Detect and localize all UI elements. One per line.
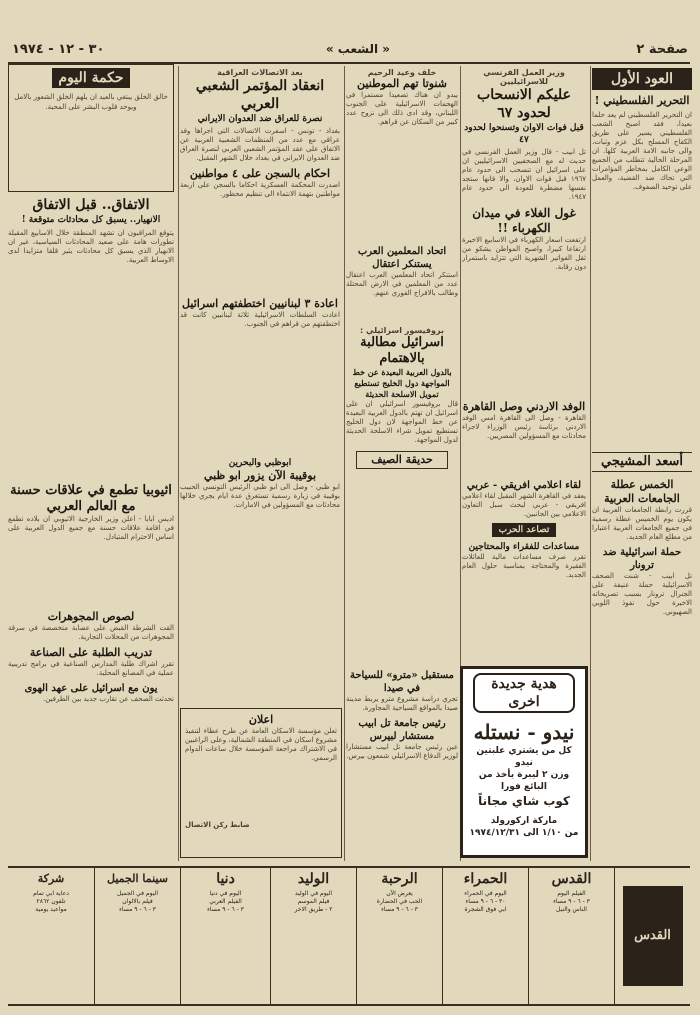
cinema-name: القدس (551, 871, 592, 887)
cinema-line: ابي فوق الشجرة (464, 906, 507, 913)
ad-brand: نيدو - نستله (473, 720, 575, 744)
cinema-name: الحمراء (463, 871, 508, 887)
cinema-name: شركة (37, 872, 65, 885)
cinema-cell (528, 868, 614, 1004)
article-headline: الوفد الاردني وصل القاهرة (462, 400, 586, 413)
cinema-line: الناس والنيل (556, 906, 587, 913)
column-left (8, 64, 174, 864)
box-title: ابوظبي والبحرين (228, 458, 292, 468)
article-subheadline: الانهيار.. يسبق كل محادثات متوقعة ! (21, 215, 161, 225)
notice-signature: ضابط ركن الاتصال (185, 821, 250, 829)
nido-advertisement (460, 666, 588, 858)
cinema-cell (180, 868, 270, 1004)
article-body: القاهرة - وصل الى القاهرة امس الوفد الاردني برئاسة رئيس الوزراء لاجراء محادثات مع المسؤولين المصريين. (462, 414, 586, 440)
article-body: اصدرت المحكمة العسكرية احكاما بالسجن على اربعة مواطنين بتهمة الانتماء الى تنظيم محظور. (180, 181, 340, 198)
article-body: تل ابيب - شنت الصحف الاسرائيلية حملة عنيفة على الجنرال ترونار بسبب تصريحاته الاخيرة حول نفوذ اللوبي الصهيوني. (592, 572, 692, 616)
article-headline: يون مع اسرائيل على عهد الهوى (24, 683, 158, 694)
ad-banner: هدية جديدة اخرى (473, 673, 575, 713)
cinema-line: مواعيد يومية (35, 906, 67, 913)
article-body: قال بروفيسور اسرائيلي ان على اسرائيل ان تهتم بالدول العربية البعيدة عن خط المواجهة لان دول الخليج تستطيع تمويل شراء الاسلحة الحديثة لدول المواجهة. (346, 400, 458, 444)
article-subheadline: نصرة للعراق ضد العدوان الايراني (197, 114, 323, 124)
ad-footer: ماركة اركورولد (490, 816, 558, 826)
article-headline: اتحاد المعلمين العرب يستنكر اعتقال (357, 246, 447, 270)
article-headline: اعادة ٣ لبنانيين اختطفتهم اسرائيل (182, 297, 338, 310)
cinema-name: الرحبة (381, 871, 418, 887)
ad-line: وزن ٢ ليبرة يأخذ من البائع فورا (478, 770, 570, 792)
cinema-line: تلفون ٢٨٦٢ (36, 898, 66, 905)
cinema-cell (442, 868, 528, 1004)
cinema-listings (8, 866, 690, 1006)
article-subheadline: بالدول العربية البعيدة عن خط المواجهة دول الخليج تستطيع تمويل الاسلحة الحديثة (352, 367, 452, 399)
cinema-name: الوليد (297, 871, 330, 887)
article-body: القت الشرطة القبض على عصابة متخصصة في سرقة المجوهرات من المحلات التجارية. (8, 624, 174, 641)
article-body: ارتفعت اسعار الكهرباء في الاسابيع الاخيرة ارتفاعا كبيرا، واصبح المواطن يشكو من ثقل الفواتير الشهرية التي تتزايد باستمرار دون رقابة. (462, 236, 586, 271)
cinema-line: الفيلم اليوم (557, 890, 586, 897)
cinema-cell (94, 868, 180, 1004)
daily-quote: خالق الخلق يبتغي بالعيد ان يلهم الخلق الشعور بالامل ويوحد قلوب البشر على المحبة. (14, 93, 168, 111)
cinema-line: يعرض الآن (386, 890, 413, 897)
article-headline: الاتفاق.. قبل الاتفاق (32, 197, 150, 213)
column-second-right (462, 68, 586, 628)
ad-dates: من ١/١٠ الى ١٩٧٤/١٢/٣١ (469, 828, 579, 838)
bottom-logo-cell (614, 868, 690, 1004)
ad-line: كوب شاي مجاناً (478, 794, 570, 808)
ad-line: كل من يشتري علبتين نيدو (476, 746, 572, 768)
cinema-line: ٣ - ٦ - ٩ مساء (207, 906, 244, 913)
article-headline: تدريب الطلبة على الصناعة (29, 646, 153, 659)
cinema-line: الحب في الحضارة (376, 898, 423, 905)
column-logo: أسعد المشيجي (592, 452, 692, 472)
cinema-name: سينما الجميل (107, 872, 168, 885)
article-body: يبدو ان هناك تصعيدا مستمرا في الهجمات الاسرائيلية على الجنوب اللبناني، وقد ادى ذلك الى نزوح عدد كبير من السكان عن قراهم. (346, 91, 458, 126)
bottom-logo: القدس (623, 886, 683, 986)
article-body: ان التحرير الفلسطيني لم يعد حلما بعيدا، فقد اصبح الشعب الفلسطيني يسير على طريق الكفاح المسلح بكل عزم وثبات، والى جانبه الامة العربية كلها. ان المرحلة الحالية تتطلب من الجميع الوعي الكامل بمخاطر المؤامرات التي تحاك ضد القضية، والعمل على توحيد الصفوف. (592, 111, 692, 191)
notice-box (180, 708, 342, 858)
cinema-line: اليوم في دنيا (209, 890, 242, 897)
article-headline: انعقاد المؤتمر الشعبي العربي (195, 78, 325, 112)
article-body: ابو ظبي - وصل الى ابو ظبي الرئيس التونسي الحبيب بوقيبة في زيارة رسمية تستغرق عدة ايام يجري خلالها محادثات مع المسؤولين في الامارات. (180, 483, 340, 509)
page-number: صفحة ٢ (636, 42, 688, 57)
article-body: اديس ابابا - اعلن وزير الخارجية الاثيوبي ان بلاده تطمع في اقامة علاقات حسنة مع جميع الدول العربية على اساس الاحترام المتبادل. (8, 515, 174, 541)
cinema-line: ٣ - ٦ - ٩ مساء (553, 898, 590, 905)
article-body: يتوقع المراقبون ان تشهد المنطقة خلال الاسابيع المقبلة تطورات هامة على صعيد المحادثات السياسية، غير ان الانهيار الذي يسبق كل محادثات يثير قلقا متزايدا لدى الاوساط العربية. (8, 229, 174, 264)
article-body: تل ابيب - قال وزير العمل الفرنسي في حديث له مع الصحفيين الاسرائيليين ان على اسرائيل ان تنسحب الى حدود عام ١٩٦٧ قبل فوات الاوان، والا فانها ستجد نفسها مضطرة للعودة الى حدود عام ١٩٤٧. (462, 148, 586, 201)
article-subheadline: قبل فوات الاوان وتسنحوا لحدود ٤٧ (464, 123, 584, 145)
cinema-line: اليوم في الحمراء (464, 890, 507, 897)
article-headline: احكام بالسجن على ٤ مواطنين (189, 167, 331, 180)
cinema-cell (356, 868, 442, 1004)
article-body: استنكر اتحاد المعلمين العرب اعتقال عدد من المعلمين في الارض المحتلة وطالب بالافراج الفوري عنهم. (346, 271, 458, 297)
cinema-line: ٣٠ - ٦ - ٩ مساء (465, 898, 506, 905)
article-headline: الخمس عطلة الجامعات العربية (604, 478, 680, 505)
article-headline: اثيوبيا تطمع في علاقات حسنة مع العالم العربي (10, 483, 172, 514)
article-kicker: وزير العمل الفرنسي للاسرائيليين (483, 68, 565, 86)
newspaper-name: « الشعب » (325, 42, 390, 56)
article-headline: غول الغلاء في ميدان الكهرباء !! (472, 206, 576, 235)
article-body: عين رئيس جامعة تل ابيب مستشارا لوزير الدفاع الاسرائيلي شمعون بيرس. (346, 743, 458, 760)
cinema-line: ٣ - ٦ - ٩ مساء (381, 906, 418, 913)
article-headline: مساعدات للفقراء والمحتاجين (468, 542, 580, 552)
cinema-line: فيلم بالالوان (122, 898, 153, 905)
column-logo: حكمة اليوم (52, 68, 130, 88)
cinema-cell (8, 868, 94, 1004)
article-headline: بوقيبة الآن يزور ابو ظبي (203, 469, 317, 482)
cinema-line: الفيلم العربي (209, 898, 242, 905)
cinema-name: دنيا (216, 871, 235, 887)
article-body: تقرر صرف مساعدات مالية للعائلات الفقيرة والمحتاجة بمناسبة حلول العام الجديد. (462, 553, 586, 579)
column-middle (346, 68, 458, 863)
article-body: قررت رابطة الجامعات العربية ان يكون يوم الخميس عطلة رسمية في جميع الجامعات العربية اعتبارا من مطلع العام الجديد. (592, 506, 692, 541)
article-headline: رئيس جامعة تل ابيب مستشار لبيرس (358, 718, 446, 742)
article-body: يعقد في القاهرة الشهر المقبل لقاء اعلامي افريقي - عربي لبحث سبل التعاون الاعلامي بين الجانبين. (462, 492, 586, 518)
cinema-line: ٣ - ٦ - ٩ مساء (119, 906, 156, 913)
article-headline: التحرير الفلسطيني ! (594, 94, 690, 107)
cinema-line: ٢ - طريق الاخر (294, 906, 333, 913)
notice-body: تعلن مؤسسة الاسكان العامة عن طرح عطاء لتنفيذ مشروع اسكان في المنطقة الشمالية، وعلى الراغبين في الاشتراك مراجعة المؤسسة خلال ساعات الدوام الرسمي. (185, 727, 337, 762)
notice-title: اعلان (248, 713, 274, 726)
article-kicker: بروفيسور اسرائيلي : (360, 326, 444, 335)
article-headline: لقاء اعلامي افريقي - عربي (466, 480, 582, 491)
cinema-line: دعاية ابي تمام (33, 890, 69, 897)
section-logo: العود الأول (592, 68, 692, 90)
article-headline: شنوتا تهم الموطنين (357, 77, 447, 90)
cinema-cell (270, 868, 356, 1004)
column-center-left (180, 68, 340, 708)
article-kicker: خلف وعيد الرحيم (367, 68, 437, 77)
column-logo: حديقة الصيف (356, 451, 448, 469)
article-kicker: بعد الاتصالات العراقية (217, 68, 303, 77)
article-body: بغداد - تونس - اسفرت الاتصالات التي اجراها وفد عراقي مع عدد من المنظمات الشعبية العربية عن الاتفاق على عقد المؤتمر الشعبي العربي لنصرة العراق ضد العدوان الايراني في بغداد خلال الشهر المقبل. (180, 127, 340, 162)
article-headline: عليكم الانسحاب لحدود ٦٧ (477, 87, 571, 121)
article-headline: اسرائيل مطالبة بالاهتمام (360, 335, 444, 366)
article-body: تجري دراسة مشروع مترو يربط مدينة صيدا بالمواقع السياحية المجاورة. (346, 695, 458, 712)
issue-date: ٣٠ - ١٢ - ١٩٧٤ (12, 42, 105, 57)
quote-box (8, 64, 174, 192)
cinema-line: اليوم في الجميل (117, 890, 158, 897)
cinema-line: اليوم في الوليد (294, 890, 333, 897)
article-headline: لصوص المجوهرات (47, 610, 135, 623)
article-headline: مستقبل «مترو» للسياحة في صيدا (349, 670, 454, 694)
article-body: تقرر اشراك طلبة المدارس الصناعية في برامج تدريبية عملية في المصانع المحلية. (8, 660, 174, 677)
cinema-line: فيلم الموسم (297, 898, 330, 905)
article-body: تحدثت الصحف عن تقارب جديد بين الطرفين. (42, 695, 174, 703)
article-body: اعادت السلطات الاسرائيلية ثلاثة لبنانيين كانت قد اختطفتهم من قراهم في الجنوب. (180, 311, 340, 328)
section-sticker: تصاعد الحرب (492, 523, 556, 537)
column-right (592, 68, 692, 858)
masthead (8, 38, 690, 64)
article-headline: حملة اسرائيلية ضد ترونار (602, 547, 682, 571)
